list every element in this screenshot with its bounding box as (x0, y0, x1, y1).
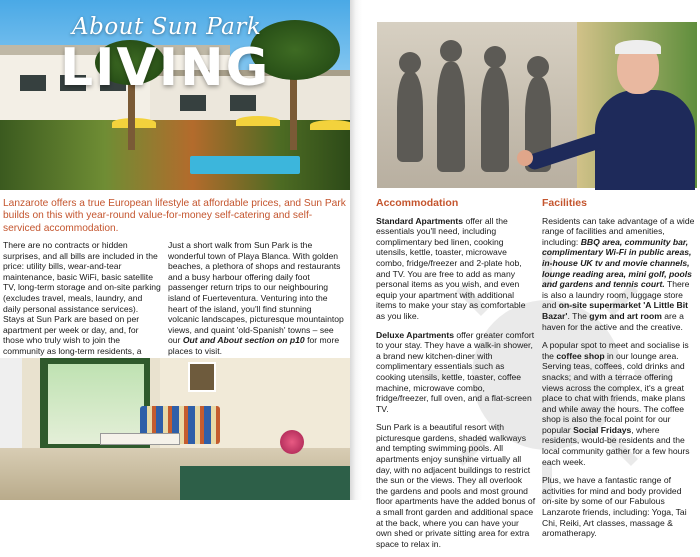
resort-paragraph: Sun Park is a beautiful resort with picturesque gardens, shaded walkways and tempting swimming pools. All apartments enjoy sunshine virtually all day, with no adjacent buildings to restrict the sun or the views. They all overlook the gardens and pools and most ground floor apartments have the added bonus of a small front garden and additional space at the back, where you can have your own shed or private sitting area for extra space to relax in. (376, 422, 536, 549)
accommodation-column (376, 198, 536, 557)
title-about-sun-park: About Sun Park (72, 14, 262, 40)
intro-paragraph: Lanzarote offers a true European lifestyle at affordable prices, and Sun Park builds on this with year-round value-for-money self-catering and self-serviced accommodation. (3, 198, 346, 234)
supermarket-name: on-site supermarket 'A Little Bit Bazar' (542, 300, 688, 321)
location-text: Just a short walk from Sun Park is the wonderful town of Playa Blanca. With golden beaches, a plethora of shops and restaurants and a busy harbour offering daily foot passenger return trips to our neighbouring island of Fuerteventura. Venturing into the heart of the island, you'll find stunning volcanic landscapes, picturesque mountaintop views, and quaint 'old-Spanish' towns – see our (168, 240, 344, 346)
page-gutter (350, 0, 362, 500)
standard-apartments-lead: Standard Apartments (376, 215, 464, 226)
out-and-about-link[interactable]: Out and About section on p10 (182, 335, 305, 346)
right-page (362, 0, 700, 549)
deluxe-apartments-paragraph (376, 330, 536, 415)
standard-apartments-text: offer all the essentials you'll need, including complimentary bed linen, cooking utensils, kettle, toaster, microwave combo, fridge/freezer and 2-plate hob, and TV. You are free to add as many personal items as you wish, and even equip your apartment with additional items to make your stay as comfortable as you like. (376, 215, 526, 321)
resort-hero-photo (0, 0, 350, 190)
facilities-text-a: Residents can take advantage of a wide range of facilities and amenities, including: (542, 215, 695, 247)
location-paragraph (168, 240, 344, 357)
coffee-shop-bold: coffee shop (556, 350, 605, 361)
location-tail: for more places to visit. (168, 335, 340, 356)
facilities-paragraph (542, 216, 696, 333)
apartment-interior-photo (0, 358, 350, 500)
coffee-shop-paragraph (542, 340, 696, 467)
gym-art-room: gym and art room (589, 310, 662, 321)
deluxe-apartments-lead: Deluxe Apartments (376, 329, 455, 340)
pricing-paragraph: There are no contracts or hidden surprises, and all bills are included in the price: utility bills, wear-and-tear maintenance, basic WiFi, basic satellite TV, long-term storage and on-site parking (excludes travel, meals, laundry, and daily personal assistance services). Stays at Sun Park are based on per apartment per week or day, and, for those who truly wish to join the community as long-term residents, a (3, 240, 161, 356)
facilities-list: BBQ area, community bar, complimentary Wi-Fi in public areas, in-house UK tv and movie channels, lounge reading area, mini golf, pools and gardens and tennis court. (542, 236, 692, 290)
facilities-text-b: There is also a laundry room, luggage store and (542, 279, 690, 311)
resident-portrait (595, 42, 695, 188)
title-living: LIVING (60, 38, 271, 98)
facilities-heading: Facilities (542, 197, 587, 209)
facilities-text-c: . The (567, 310, 590, 321)
accommodation-heading: Accommodation (376, 197, 459, 209)
coffee-text-b: in our lounge area. Serving teas, coffees, cold drinks and snacks; and with a terrace offering views across the complex, it's a great place to chat with friends, make plans and while away the hours. The coffee shop is also the focal point for our popular (542, 350, 686, 435)
activities-paragraph: Plus, we have a fantastic range of activities for mind and body provided on-site by some of our Fabulous Lanzarote friends, including: Yoga, Tai Chi, Reiki, Art classes, massage & aromatherapy. (542, 475, 687, 539)
deluxe-apartments-text: offer greater comfort to your stay. They have a walk-in shower, a brand new kitchen-diner with complimentary essentials such as cooking utensils, kettle, toaster, coffee machine, microwave combo, fridge/freezer, full oven, and a flat-screen TV. (376, 329, 535, 414)
left-page (0, 0, 350, 500)
resident-sculpture-photo (377, 22, 697, 188)
coffee-text-a: A popular spot to meet and socialise is the (542, 340, 689, 361)
facilities-column (542, 198, 696, 547)
social-fridays-bold: Social Fridays (573, 424, 632, 435)
coffee-text-c: , where residents, would-be residents and the local community gather for a few hours each week. (542, 424, 690, 467)
standard-apartments-paragraph (376, 216, 536, 322)
facilities-text-d: are a haven for the active and the creative. (542, 310, 684, 332)
